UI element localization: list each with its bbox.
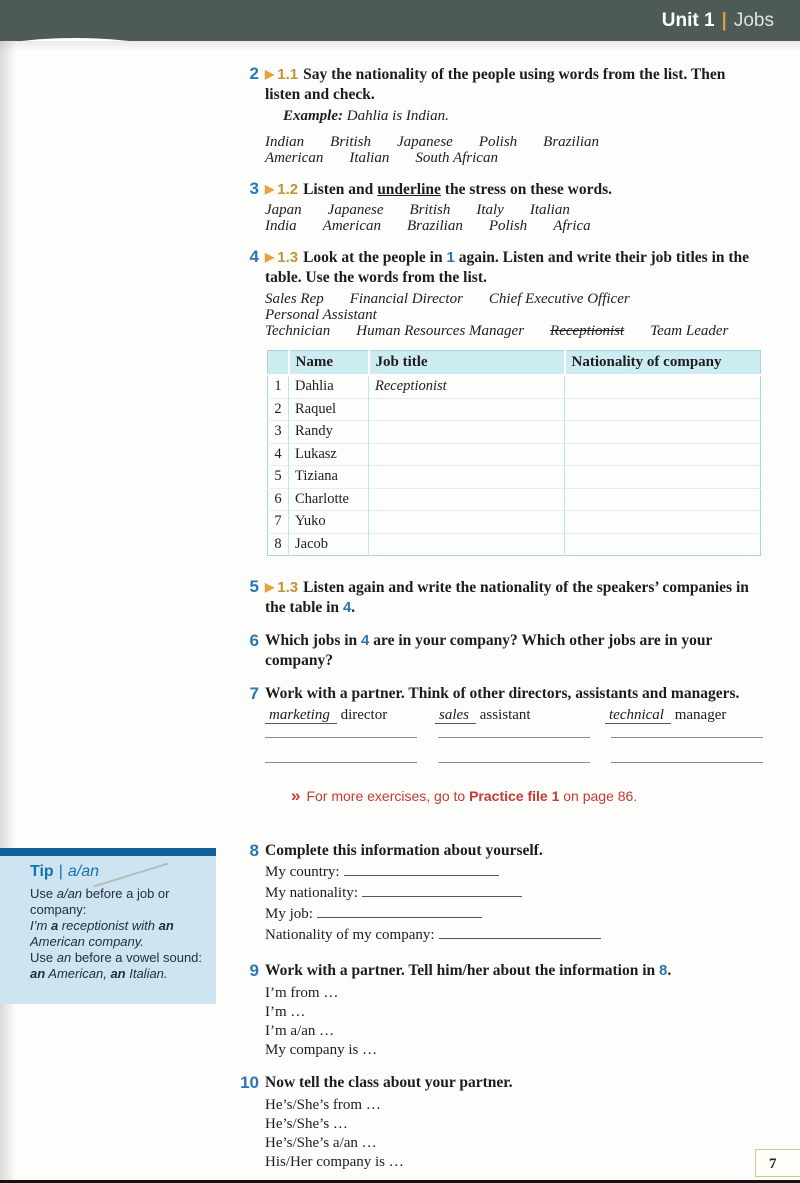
- exercise-3: [239, 179, 763, 234]
- exercise-7-blank-lines: [265, 736, 763, 763]
- table-row: 3 Randy: [268, 421, 761, 444]
- word-item: British: [330, 134, 372, 150]
- tip-example-2: an American, an Italian.: [30, 966, 168, 981]
- exercise-2-number: 2: [249, 64, 259, 83]
- blank-line: [438, 761, 590, 763]
- answer-item: marketing director: [265, 707, 435, 724]
- blank-line: [265, 761, 417, 763]
- blank-line: [611, 736, 763, 738]
- word-item: Italy: [476, 202, 504, 218]
- exercise-8-fields: [265, 864, 763, 943]
- word-item: Team Leader: [650, 323, 729, 339]
- prompt-line: He’s/She’s a/an …: [265, 1135, 377, 1151]
- prompt-line: My company is …: [265, 1042, 378, 1058]
- header-divider: |: [721, 10, 727, 31]
- unit-header: [0, 0, 800, 41]
- exercise-7-instruction: Work with a partner. Think of other directors, assistants and managers.: [265, 685, 740, 702]
- word-item: Human Resources Manager: [356, 323, 525, 339]
- word-item: Financial Director: [349, 291, 463, 307]
- word-item: Brazilian: [543, 134, 600, 150]
- main-content: [239, 64, 763, 1183]
- exercise-4: [239, 247, 763, 564]
- exercise-4-instruction: ▶ 1.3 Look at the people in 1 again. Listen and write their job titles in the table. Use the words from the list.: [265, 249, 750, 286]
- table-header-job: Job title: [369, 351, 565, 376]
- handwritten-answer: marketing: [265, 707, 337, 724]
- exercise-reference: 4: [342, 599, 352, 616]
- handwritten-answer: sales: [435, 707, 476, 724]
- audio-play-icon: ▶: [265, 250, 275, 264]
- table-row: 8 Jacob: [268, 533, 761, 556]
- tip-topic: a/an: [67, 863, 99, 880]
- prompt-line: He’s/She’s …: [265, 1116, 348, 1132]
- form-field: My nationality:: [265, 885, 763, 901]
- blank-line-row: [265, 736, 763, 738]
- fill-in-line: [344, 864, 499, 876]
- word-item: Italian: [529, 202, 570, 218]
- exercise-9: [239, 961, 763, 1060]
- exercise-8-instruction: Complete this information about yourself.: [265, 842, 543, 859]
- exercise-9-prompts: [265, 984, 763, 1060]
- tip-box: [0, 848, 216, 1004]
- exercise-reference: 1: [446, 249, 455, 266]
- answer-item: technical manager: [605, 707, 775, 724]
- exercise-4-number: 4: [249, 247, 259, 266]
- exercise-reference: 8: [659, 962, 668, 979]
- exercise-4-wordlist-row1: [265, 291, 763, 323]
- exercise-4-wordlist-row2: [265, 323, 763, 339]
- answer-item: sales assistant: [435, 707, 605, 724]
- form-field: Nationality of my company:: [265, 927, 763, 943]
- audio-play-icon: ▶: [265, 182, 275, 196]
- exercise-7-answers: [265, 707, 763, 724]
- audio-track-number: 1.2: [277, 181, 299, 198]
- word-item-struck: Receptionist: [550, 323, 625, 339]
- exercise-2-wordlist-row1: [265, 134, 763, 150]
- prompt-line: He’s/She’s from …: [265, 1097, 381, 1113]
- scan-edge-shading: [0, 41, 16, 1183]
- table-header-row: [268, 351, 761, 376]
- unit-topic: Jobs: [733, 10, 774, 31]
- handwritten-answer: technical: [605, 707, 671, 724]
- exercise-5-instruction: ▶ 1.3 Listen again and write the nationality of the speakers’ companies in the table in 4.: [265, 579, 749, 616]
- word-item: Polish: [478, 134, 518, 150]
- prompt-line: I’m from …: [265, 985, 339, 1001]
- table-row: 1 Dahlia Receptionist: [268, 375, 761, 398]
- double-chevron-icon: »: [291, 786, 301, 805]
- exercise-9-instruction: Work with a partner. Tell him/her about the information in 8.: [265, 962, 672, 979]
- form-field: My country:: [265, 864, 763, 880]
- exercise-9-number: 9: [249, 961, 259, 980]
- exercise-6-instruction: Which jobs in 4 are in your company? Which other jobs are in your company?: [265, 632, 713, 669]
- audio-play-icon: ▶: [265, 580, 275, 594]
- word-item: Technician: [265, 323, 331, 339]
- exercise-3-instruction: ▶ 1.2 Listen and underline the stress on these words.: [265, 181, 612, 198]
- exercise-reference: 4: [361, 632, 370, 649]
- word-item: Brazilian: [407, 218, 463, 234]
- word-item: Indian: [265, 134, 305, 150]
- exercise-2-example: Example: Dahlia is Indian.: [283, 108, 449, 124]
- exercise-6-number: 6: [249, 631, 259, 650]
- exercise-8: [239, 841, 763, 948]
- audio-track-number: 1.3: [277, 249, 299, 266]
- audio-play-icon: ▶: [265, 67, 275, 81]
- tip-divider: |: [58, 863, 63, 880]
- exercise-5: [239, 577, 763, 618]
- fill-in-line: [317, 906, 482, 918]
- table-row: 7 Yuko: [268, 511, 761, 534]
- word-item: American: [322, 218, 381, 234]
- audio-track-number: 1.3: [277, 579, 299, 596]
- word-item: Sales Rep: [265, 291, 324, 307]
- table-header-nationality: Nationality of company: [565, 351, 761, 376]
- exercise-10-instruction: Now tell the class about your partner.: [265, 1074, 513, 1091]
- scan-top-shading: [0, 41, 800, 51]
- table-header-name: Name: [289, 351, 369, 376]
- word-item: Personal Assistant: [265, 307, 377, 323]
- word-item: Polish: [488, 218, 528, 234]
- practice-file-link: Practice file 1: [469, 788, 560, 804]
- table-row: 2 Raquel: [268, 398, 761, 421]
- exercise-2-wordlist-row2: [265, 150, 763, 166]
- exercise-10: [239, 1073, 763, 1172]
- unit-label: Unit 1: [661, 10, 715, 31]
- tip-box-top-bar: [0, 848, 216, 856]
- word-item: Chief Executive Officer: [488, 291, 630, 307]
- page-number-box: [755, 1149, 800, 1177]
- form-field: My job:: [265, 906, 763, 922]
- exercise-2-instruction: ▶ 1.1 Say the nationality of the people using words from the list. Then listen and check.: [265, 66, 726, 103]
- table-row: 4 Lukasz: [268, 443, 761, 466]
- word-item: India: [265, 218, 297, 234]
- word-item: American: [265, 150, 324, 166]
- table-header-blank: [268, 351, 289, 376]
- tip-example-1: I’m a receptionist with an American company.: [30, 918, 174, 949]
- exercise-7-number: 7: [249, 684, 259, 703]
- word-item: Africa: [553, 218, 591, 234]
- blank-line-row: [265, 761, 763, 763]
- fill-in-line: [362, 885, 522, 897]
- tip-title: Tip | a/an: [30, 863, 99, 880]
- prompt-line: I’m …: [265, 1004, 306, 1020]
- exercise-6: [239, 631, 763, 671]
- practice-file-crossref: » For more exercises, go to Practice file 1 on page 86.: [291, 786, 638, 805]
- example-label: Example:: [283, 108, 343, 124]
- blank-line: [611, 761, 763, 763]
- exercise-5-number: 5: [249, 577, 259, 596]
- prompt-line: I’m a/an …: [265, 1023, 335, 1039]
- prompt-line: His/Her company is …: [265, 1154, 404, 1170]
- word-item: British: [409, 202, 451, 218]
- blank-line: [438, 736, 590, 738]
- job-titles-table: [267, 350, 761, 556]
- exercise-7: [239, 684, 763, 828]
- word-item: Japanese: [397, 134, 453, 150]
- exercise-8-number: 8: [249, 841, 259, 860]
- exercise-10-prompts: [265, 1096, 763, 1172]
- table-row: 6 Charlotte: [268, 488, 761, 511]
- word-item: Japanese: [327, 202, 384, 218]
- table-row: 5 Tiziana: [268, 466, 761, 489]
- audio-track-number: 1.1: [277, 66, 299, 83]
- word-item: Italian: [349, 150, 390, 166]
- blank-line: [265, 736, 417, 738]
- exercise-2: [239, 64, 763, 166]
- exercise-3-number: 3: [249, 179, 259, 198]
- tip-rule-2: Use an before a vowel sound:: [30, 950, 203, 965]
- fill-in-line: [439, 927, 601, 939]
- underlined-word: underline: [377, 181, 441, 198]
- exercise-3-wordlist-row1: [265, 202, 763, 218]
- word-item: South African: [415, 150, 498, 166]
- word-item: Japan: [265, 202, 302, 218]
- tip-rule-1: Use a/an before a job or company:: [30, 886, 170, 917]
- exercise-3-wordlist-row2: [265, 218, 763, 234]
- page-number: 7: [769, 1156, 777, 1172]
- exercise-10-number: 10: [240, 1073, 259, 1092]
